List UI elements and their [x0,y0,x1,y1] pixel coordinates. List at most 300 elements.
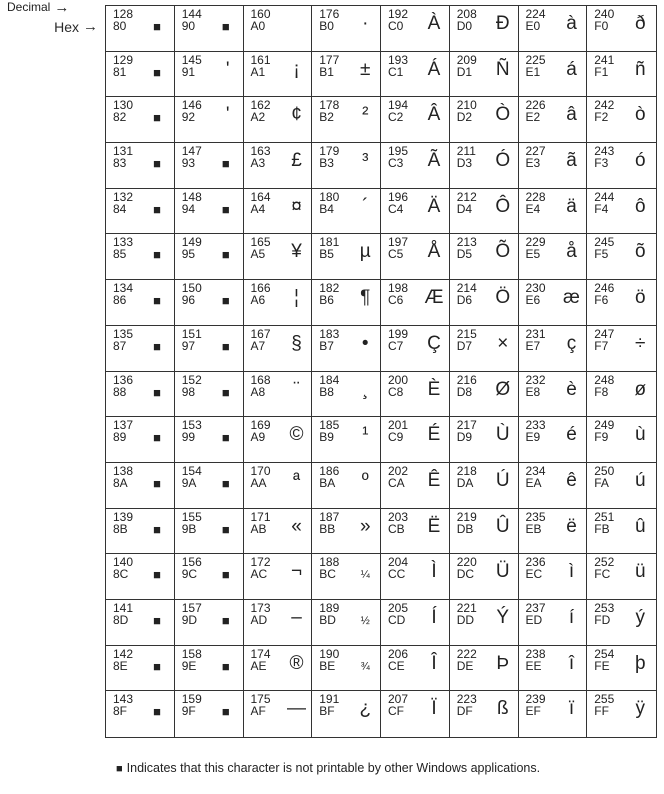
hex-code: F7 [594,338,609,353]
character-glyph: ý [635,606,645,628]
character-glyph: à [566,13,577,34]
decimal-code: 231 [525,326,546,341]
table-cell [175,646,244,692]
nonprintable-square-icon: ■ [153,201,161,217]
table-cell [381,417,450,463]
table-cell [244,189,313,235]
table-cell [244,463,313,509]
hex-code: EA [525,475,542,490]
decimal-code: 157 [181,600,202,615]
table-cell [312,372,381,418]
table-cell [106,554,175,600]
hex-code: AB [250,521,267,536]
nonprintable-square-icon: ■ [153,430,161,446]
character-glyph: é [566,424,577,446]
table-cell [381,143,450,189]
decimal-code: 136 [113,372,134,387]
table-cell [106,97,175,143]
hex-code: C0 [388,19,404,33]
hex-code: C2 [388,110,404,125]
character-glyph: ê [566,469,577,491]
hex-code: D6 [456,293,473,308]
nonprintable-square-icon: ■ [116,763,123,775]
decimal-code: 236 [525,555,546,570]
hex-code: B7 [319,338,334,353]
hex-code: B9 [319,430,334,445]
hex-code: 80 [113,19,127,33]
character-glyph: å [566,241,577,263]
hex-code: 87 [113,338,127,353]
table-cell [175,326,244,372]
table-cell [450,646,519,692]
decimal-code: 184 [319,372,340,387]
character-glyph: Ê [427,469,441,491]
decimal-code: 203 [388,509,409,524]
decimal-code: 159 [181,692,202,707]
character-glyph: Æ [424,287,444,309]
character-glyph: ¼ [360,569,370,582]
hex-code: 9F [181,704,196,719]
hex-code: 90 [181,19,196,33]
hex-code: B0 [319,19,334,33]
character-glyph: Ñ [495,58,510,80]
nonprintable-square-icon: ■ [153,658,161,674]
table-cell [175,52,244,98]
decimal-code: 205 [388,600,409,615]
table-cell [175,189,244,235]
decimal-code: 175 [250,692,271,707]
hex-code: FE [594,658,610,673]
table-cell [381,6,450,52]
table-cell [175,554,244,600]
decimal-code: 129 [113,52,134,67]
table-cell [450,600,519,646]
nonprintable-square-icon: ■ [221,430,230,446]
character-code-table [105,5,657,738]
nonprintable-square-icon: ■ [221,201,230,217]
nonprintable-square-icon: ■ [153,612,161,628]
decimal-code: 243 [594,144,615,159]
table-cell [587,234,656,280]
hex-code: F1 [594,64,609,79]
table-cell [450,97,519,143]
table-cell [381,509,450,555]
table-cell [450,691,519,737]
hex-key-label: Hex [54,19,79,35]
character-glyph: Í [431,606,437,628]
decimal-code: 211 [456,144,476,159]
table-cell [175,691,244,737]
table-cell [381,600,450,646]
hex-code: CD [388,612,406,627]
hex-code: D4 [456,201,473,216]
decimal-code: 218 [456,463,477,478]
decimal-code: 254 [594,646,615,661]
hex-code: EC [525,567,543,582]
table-cell [587,52,656,98]
character-glyph: ¡ [293,58,300,80]
decimal-code: 246 [594,281,615,296]
hex-code: 91 [181,64,196,79]
hex-code: 8B [113,521,128,536]
character-glyph: Þ [496,652,510,674]
hex-code: FD [594,612,611,627]
table-cell [312,97,381,143]
character-glyph: Ø [495,378,511,400]
table-cell [450,52,519,98]
table-cell [519,600,588,646]
table-cell [519,143,588,189]
character-glyph: Ý [496,606,510,628]
table-cell [519,463,588,509]
hex-code: CF [388,704,404,719]
table-cell [587,6,656,52]
hex-code: EE [525,658,542,673]
hex-code: EF [525,704,541,719]
decimal-code: 233 [525,418,546,433]
table-cell [450,234,519,280]
decimal-code: 189 [319,600,340,615]
hex-code: E6 [525,293,541,308]
character-glyph: × [497,332,509,354]
decimal-code: 239 [525,692,546,707]
nonprintable-square-icon: ■ [221,247,230,263]
hex-code: 88 [113,384,127,399]
character-glyph: ë [566,515,577,537]
character-glyph: Ä [427,195,441,217]
table-cell [312,554,381,600]
character-glyph: ¢ [291,104,302,126]
character-glyph: ½ [360,614,370,627]
hex-code: BC [319,567,336,582]
table-cell [244,417,313,463]
footnote [116,761,540,775]
character-glyph: Ò [495,104,511,126]
character-glyph: õ [634,241,646,263]
character-glyph: © [289,424,304,446]
nonprintable-square-icon: ■ [153,704,161,720]
decimal-code: 170 [250,463,271,478]
table-cell [175,509,244,555]
decimal-code: 192 [388,7,409,21]
table-cell [106,326,175,372]
table-cell [519,6,588,52]
hex-code: 81 [113,64,127,79]
nonprintable-square-icon: ■ [221,567,230,583]
nonprintable-square-icon: ■ [221,521,230,537]
decimal-code: 131 [113,144,134,159]
table-cell [587,143,656,189]
table-cell [587,417,656,463]
decimal-code: 178 [319,98,340,113]
character-glyph: ä [566,195,577,217]
hex-code: E1 [525,64,541,79]
hex-code: A9 [250,430,266,445]
character-glyph: á [566,58,577,80]
table-cell [381,189,450,235]
decimal-code: 158 [181,646,202,661]
table-cell [244,646,313,692]
decimal-code: 228 [525,189,546,204]
table-key [0,0,104,40]
hex-code: A2 [250,110,266,125]
hex-code: D0 [456,19,473,33]
character-glyph: ¤ [291,195,302,217]
character-glyph: É [427,424,441,446]
character-glyph: Ô [495,195,511,217]
table-cell [106,234,175,280]
table-cell [175,463,244,509]
table-cell [106,280,175,326]
decimal-code: 186 [319,463,340,478]
hex-code: 96 [181,293,196,308]
decimal-code: 163 [250,144,271,159]
table-cell [244,6,313,52]
character-glyph: Ã [427,150,441,172]
decimal-code: 234 [525,463,546,478]
hex-code: E9 [525,430,541,445]
character-glyph: ò [634,104,646,126]
hex-code: AD [250,612,268,627]
character-glyph: · [362,13,369,34]
table-cell [106,509,175,555]
hex-code: 94 [181,201,196,216]
decimal-code: 213 [456,235,477,250]
decimal-code: 201 [388,418,409,433]
decimal-code: 250 [594,463,615,478]
decimal-code: 208 [456,7,477,21]
hex-code: C6 [388,293,404,308]
decimal-code: 147 [181,144,202,159]
character-glyph: ç [566,332,577,354]
decimal-code: 185 [319,418,340,433]
character-glyph: ´ [362,195,369,217]
table-cell [312,189,381,235]
hex-code: D8 [456,384,473,399]
decimal-code: 193 [388,52,409,67]
decimal-code: 255 [594,692,615,707]
table-cell [244,372,313,418]
nonprintable-square-icon: ■ [221,704,230,720]
character-glyph: ¸ [362,378,369,400]
decimal-code: 141 [113,600,134,615]
character-glyph: ß [496,698,509,720]
table-cell [450,372,519,418]
decimal-code: 187 [319,509,340,524]
hex-code: A7 [250,338,266,353]
decimal-code: 217 [456,418,477,433]
decimal-code: 128 [113,7,134,21]
nonprintable-square-icon: ■ [221,338,230,354]
nonprintable-square-icon: ■ [221,19,230,34]
character-glyph: Ö [495,287,511,309]
table-cell [312,234,381,280]
nonprintable-square-icon: ■ [153,384,161,400]
character-glyph: ¬ [290,561,303,583]
decimal-code: 140 [113,555,134,570]
decimal-code: 174 [250,646,271,661]
table-cell [175,372,244,418]
character-glyph: Ù [495,424,510,446]
hex-code: BF [319,704,335,719]
character-glyph: Ú [495,469,510,491]
hex-code: 89 [113,430,127,445]
character-glyph: â [566,104,577,126]
nonprintable-square-icon: ■ [221,612,230,628]
decimal-code: 168 [250,372,271,387]
character-glyph: • [361,332,369,354]
nonprintable-square-icon: ■ [153,19,161,34]
table-cell [175,234,244,280]
decimal-code: 173 [250,600,271,615]
decimal-key [7,1,98,14]
decimal-code: 148 [181,189,202,204]
character-glyph: Û [495,515,510,537]
character-glyph: Ï [431,698,437,720]
character-glyph: æ [563,287,580,309]
table-cell [519,280,588,326]
character-glyph: ' [225,104,230,126]
hex-code: 93 [181,156,196,171]
character-glyph: ù [634,424,646,446]
hex-code: 92 [181,110,196,125]
character-glyph: þ [634,652,646,674]
table-cell [519,97,588,143]
hex-code: AA [250,475,267,490]
decimal-code: 238 [525,646,546,661]
hex-code: DE [456,658,474,673]
character-glyph: ¦ [294,287,299,309]
table-cell [587,600,656,646]
nonprintable-square-icon: ■ [153,475,161,491]
hex-code: CB [388,521,405,536]
hex-code: 99 [181,430,196,445]
decimal-code: 191 [319,692,340,707]
decimal-code: 172 [250,555,271,570]
hex-code: C3 [388,156,404,171]
table-cell [587,554,656,600]
decimal-key-label: Decimal [7,0,51,14]
hex-code: 84 [113,201,127,216]
character-glyph: Å [427,241,441,263]
character-glyph: ô [634,195,646,217]
footnote-text: Indicates that this character is not printable by other Windows applications. [126,761,541,775]
decimal-code: 225 [525,52,546,67]
decimal-code: 142 [113,646,134,661]
hex-code: 82 [113,110,127,125]
hex-code: A4 [250,201,266,216]
nonprintable-square-icon: ■ [153,110,161,126]
character-glyph: — [287,698,306,720]
decimal-code: 219 [456,509,477,524]
decimal-code: 153 [181,418,202,433]
decimal-code: 230 [525,281,546,296]
decimal-code: 222 [456,646,477,661]
table-cell [106,600,175,646]
decimal-code: 194 [388,98,409,113]
decimal-code: 176 [319,7,340,21]
table-cell [587,372,656,418]
hex-code: C1 [388,64,404,79]
table-cell [312,52,381,98]
table-cell [519,646,588,692]
decimal-code: 216 [456,372,477,387]
hex-code: 83 [113,156,127,171]
character-glyph: ð [634,13,646,34]
nonprintable-square-icon: ■ [221,293,230,309]
table-cell [312,417,381,463]
table-cell [175,143,244,189]
table-cell [106,417,175,463]
hex-code: B2 [319,110,334,125]
right-arrow-icon: → [54,0,70,16]
decimal-code: 164 [250,189,271,204]
decimal-code: 166 [250,281,271,296]
table-cell [106,691,175,737]
decimal-code: 242 [594,98,615,113]
decimal-code: 207 [388,692,409,707]
table-cell [587,189,656,235]
character-glyph: ñ [634,58,646,80]
table-cell [312,326,381,372]
hex-code: CC [388,567,406,582]
hex-code: 8D [113,612,129,627]
decimal-code: 206 [388,646,409,661]
table-cell [587,97,656,143]
decimal-code: 155 [181,509,202,524]
character-glyph: Ü [495,561,510,583]
character-glyph: º [361,469,369,491]
decimal-code: 226 [525,98,546,113]
character-glyph: ¾ [360,660,370,673]
character-glyph: ¶ [360,287,371,309]
table-cell [312,646,381,692]
hex-code: 95 [181,247,196,262]
hex-code: A6 [250,293,266,308]
table-cell [106,189,175,235]
character-glyph: û [634,515,646,537]
character-glyph: ¹ [362,424,369,446]
hex-code: AC [250,567,268,582]
table-cell [519,691,588,737]
nonprintable-square-icon: ■ [221,658,230,674]
table-cell [450,326,519,372]
hex-key [54,19,98,35]
hex-code: B5 [319,247,334,262]
table-cell [381,691,450,737]
hex-code: C9 [388,430,404,445]
character-glyph: ® [289,652,304,674]
hex-code: 97 [181,338,196,353]
character-glyph: Ë [427,515,441,537]
hex-code: DD [456,612,475,627]
hex-code: B3 [319,156,334,171]
table-cell [587,326,656,372]
character-glyph: ¿ [359,698,372,720]
nonprintable-square-icon: ■ [153,64,161,80]
hex-code: B8 [319,384,334,399]
hex-code: A8 [250,384,266,399]
decimal-code: 221 [456,600,477,615]
hex-code: F3 [594,156,609,171]
table-cell [450,554,519,600]
table-cell [519,52,588,98]
decimal-code: 195 [388,144,409,159]
table-cell [519,372,588,418]
nonprintable-square-icon: ■ [153,567,161,583]
table-cell [381,97,450,143]
table-cell [312,509,381,555]
